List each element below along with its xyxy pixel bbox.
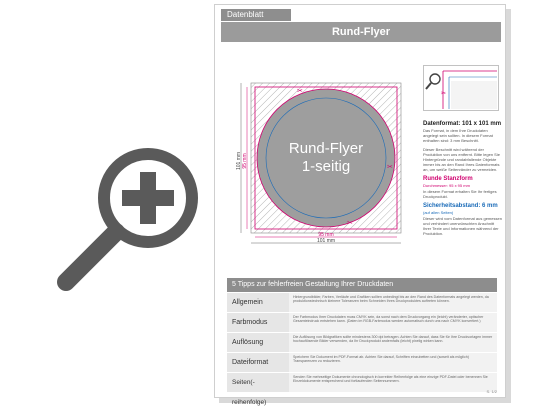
tip-text: Der Farbmodus Ihrer Druckdaten muss CMYK sein, da sonst nach dem Druckvorgang ein (leicht) veränderter, optischer Gesamteindruck entstehen kann. (Daten im RGB-Farbmodus werden automatisch durch uns nach CMYK konvertiert.) — [289, 313, 497, 332]
tip-key: Farbmodus — [227, 313, 289, 332]
scissors-icon: ✂ — [347, 220, 353, 227]
tips-title: 5 Tipps zur fehlerfreien Gestaltung Ihrer Druckdaten — [227, 278, 497, 292]
corner-detail — [423, 65, 499, 111]
tip-text: Hintergrundbilder, Farben, Verläufe und Grafiken sollten unbedingt bis an den Rand des Datenformats angelegt werden, da produktionstechnisch kleinere Toleranzen beim Schneiden Ihres Druckproduktes auftreten können. — [289, 293, 497, 312]
die-title: Runde Stanzform — [423, 176, 473, 182]
tip-key: Seiten(-reihenfolge) — [227, 373, 289, 392]
format-info — [423, 117, 503, 236]
shape-title-line2: 1-seitig — [301, 158, 351, 175]
safe-sub: (auf allen Seiten) — [423, 210, 454, 215]
shape-title-line1: Rund-Flyer — [288, 140, 364, 157]
tip-key: Allgemein — [227, 293, 289, 312]
dim-outer-height: 101 mm — [236, 151, 242, 171]
page-header — [221, 9, 501, 39]
page-number: S. 1/2 — [486, 389, 497, 394]
format-title: Datenformat: 101 x 101 mm — [423, 121, 502, 127]
format-drawing — [237, 73, 409, 245]
scissors-icon: ✂ — [441, 91, 447, 97]
die-text-2: In diesem Format erhalten Sie Ihr fertiges Druckprodukt. — [423, 189, 497, 199]
page-title: Rund-Flyer — [221, 22, 501, 42]
tip-key: Dateiformat — [227, 353, 289, 372]
table-row — [227, 293, 497, 313]
tip-text: Speichern Sie Dokument im PDF-Format ab. Achten Sie darauf, Schriften einzubetten und (soweit als möglich) Transparenzen zu reduzieren. — [289, 353, 497, 372]
table-row — [227, 313, 497, 333]
die-text: Durchmesser: 95 x 95 mm — [423, 183, 470, 188]
dim-outer-width: 101 mm — [316, 238, 336, 244]
table-row — [227, 373, 497, 406]
tip-key: Auflösung — [227, 333, 289, 352]
tip-text: Die Auflösung von Bildgrafiken sollte mindestens 300 dpi betragen. Achten Sie darauf, dass Sie für Ihre Druckvorlagen immer hochauflösende Bilder verwenden, da Ihr Druckprodukt andernfalls (leicht) pixelig wirken kann. — [289, 333, 497, 352]
dim-inner-width: 95 mm — [318, 232, 334, 238]
scissors-icon: ✂ — [387, 164, 393, 171]
bleed-text: Dieser Beschnitt wird während der Produktion von uns entfernt. Bitte legen Sie Hintergründe und randabfallende Objekte immer bis an den Rand Ihres Datenformats an, um weiße Seitenränder zu vermeiden. — [423, 147, 500, 172]
safe-title: Sicherheitsabstand: 6 mm — [423, 203, 498, 209]
zoom-in-icon[interactable] — [48, 140, 208, 300]
scissors-icon: ✂ — [297, 88, 303, 95]
safe-text: Dieser wird vom Datenformat aus gemessen und verhindert unerwünschten Anschnitt Ihrer Texte und Informationen während der Produktion. — [423, 216, 502, 236]
tips-table — [227, 293, 497, 406]
dim-inner-height: 95 mm — [242, 153, 248, 169]
table-row — [227, 353, 497, 373]
tip-text: Senden Sie mehrseitige Dokumente chronologisch in korrekter Reihenfolge als eine einzige PDF-Datei oder benennen Sie Einzeldokumente entsprechend und fortlaufenden Seitennummern. — [289, 373, 497, 392]
table-row — [227, 333, 497, 353]
datasheet-page — [214, 4, 506, 406]
section-tag: Datenblatt — [221, 9, 291, 21]
format-text: Das Format, in dem Ihre Druckdaten angelegt sein sollten. In diesem Format enthalten sind: 3 mm Beschnitt. — [423, 128, 493, 143]
